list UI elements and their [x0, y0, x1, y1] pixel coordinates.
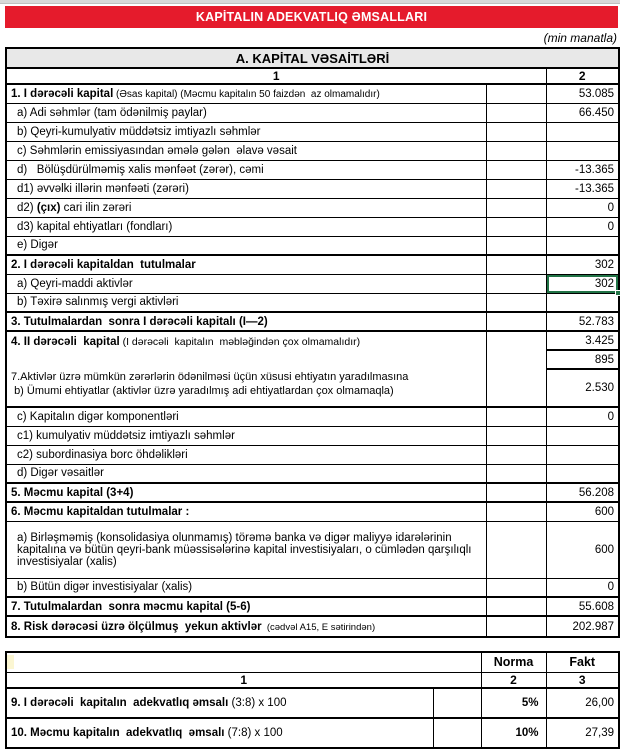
cell-label[interactable]: [6, 84, 486, 103]
selected-cell[interactable]: [546, 274, 619, 293]
row-value: 600: [594, 505, 615, 518]
cell-label[interactable]: [6, 464, 486, 483]
cell-empty[interactable]: [486, 255, 546, 274]
row-value: 55.608: [578, 600, 615, 613]
cell-label[interactable]: [6, 255, 486, 274]
cell-empty[interactable]: [433, 718, 481, 748]
table-row: [6, 652, 619, 672]
cell-value[interactable]: [546, 350, 619, 369]
cell-label[interactable]: [6, 217, 486, 236]
cell-empty[interactable]: [486, 103, 546, 122]
section-header[interactable]: [6, 48, 619, 68]
cell-empty[interactable]: [486, 502, 546, 521]
group-line-1: [11, 333, 483, 351]
cell-value[interactable]: [546, 426, 619, 445]
unit-note: (min manatla): [543, 31, 617, 45]
table-row: [6, 293, 619, 312]
table-row: [6, 718, 619, 748]
cell-value[interactable]: [546, 597, 619, 616]
cell-empty[interactable]: [486, 312, 546, 331]
cell-empty[interactable]: [486, 407, 546, 426]
report-page: [0, 4, 620, 749]
cell-empty[interactable]: [486, 293, 546, 312]
cell-label[interactable]: [6, 578, 486, 597]
cell-empty[interactable]: [486, 217, 546, 236]
cell-norma[interactable]: [481, 718, 546, 748]
row-value: -13.365: [575, 182, 615, 195]
row-value: 66.450: [578, 106, 615, 119]
cell-value[interactable]: [546, 236, 619, 255]
row-value: 56.208: [578, 486, 615, 499]
cell-label-group[interactable]: [6, 331, 486, 407]
section-header-label: A. KAPİTAL VƏSAİTLƏRİ: [235, 50, 390, 66]
cell-value[interactable]: [546, 445, 619, 464]
table-row: [6, 521, 619, 578]
table-row: [6, 122, 619, 141]
cell-value[interactable]: [546, 312, 619, 331]
row-value: 0: [607, 201, 615, 214]
norma-value: 5%: [521, 697, 539, 709]
cell-empty[interactable]: [486, 179, 546, 198]
table-row: [6, 688, 619, 718]
row-value: 0: [607, 410, 615, 423]
row-value: 895: [594, 353, 615, 366]
row-value: 202.987: [572, 620, 615, 633]
row-note: (7:8) x 100: [224, 727, 283, 739]
group-line-2: 7.Aktivlər üzrə mümkün zərərlərin ödənilməsi üçün xüsusi ehtiyatın yaradılmasına: [11, 371, 409, 383]
table-row: [6, 141, 619, 160]
cell-value[interactable]: [546, 502, 619, 521]
row-label: d3) kapital ehtiyatları (fondları): [17, 220, 173, 233]
cell-value[interactable]: [546, 293, 619, 312]
table-row: [6, 483, 619, 502]
row-value: 53.085: [578, 87, 615, 100]
row-note: (Əsas kapital) (Məcmu kapitalın 50 faizdən az olmamalıdır): [113, 88, 380, 100]
cell-value[interactable]: [546, 369, 619, 407]
cell-value[interactable]: [546, 331, 619, 350]
capital-table: [5, 47, 620, 638]
row-label: b) Təxirə salınmış vergi aktivləri: [17, 296, 179, 309]
row-label: 1. I dərəcəli kapital: [11, 87, 114, 100]
cell-label[interactable]: [6, 616, 486, 637]
row-value: 0: [607, 581, 615, 594]
table-row: [6, 672, 619, 688]
cell-value[interactable]: [546, 521, 619, 578]
row-label-bold: (çıx): [36, 201, 61, 214]
cell-value[interactable]: [546, 407, 619, 426]
table-row: [6, 464, 619, 483]
cell-value[interactable]: [546, 198, 619, 217]
group-gap: [11, 351, 483, 370]
fakt-value: 27,39: [585, 727, 614, 739]
table-row: [6, 160, 619, 179]
cell-label[interactable]: [6, 483, 486, 502]
row-note: (3:8) x 100: [228, 697, 287, 709]
row-value: 2.530: [585, 382, 615, 394]
cell-label[interactable]: [6, 445, 486, 464]
column-header-2[interactable]: 2: [481, 672, 546, 688]
row-label: d) Digər vəsaitlər: [17, 467, 104, 480]
row-label: d) Bölüşdürülməmiş xalis mənfəət (zərər), cəmi: [17, 163, 264, 176]
row-note: (cədvəl A15, E sətirindən): [261, 621, 376, 633]
cell-empty[interactable]: [433, 688, 481, 718]
cell-label[interactable]: [6, 160, 486, 179]
group-line-3: b) Ümumi ehtiyatlar (aktivlər üzrə yaradılmış adi ehtiyatlardan çox olmamaqla): [11, 385, 394, 397]
cell-empty[interactable]: [486, 464, 546, 483]
row-label: 9. I dərəcəli kapitalın adekvatlıq əmsalı: [11, 697, 229, 709]
cell-norma[interactable]: [481, 688, 546, 718]
row-label: 10. Məcmu kapitalın adekvatlıq əmsalı: [11, 727, 225, 739]
cell-label[interactable]: [6, 597, 486, 616]
cell-empty[interactable]: [486, 160, 546, 179]
table-row: [6, 312, 619, 331]
cell-value[interactable]: [546, 103, 619, 122]
table-row: [6, 426, 619, 445]
cell-value[interactable]: [546, 464, 619, 483]
row-value: 302: [594, 277, 615, 290]
cell-label[interactable]: [6, 103, 486, 122]
row-label: 5. Məcmu kapital (3+4): [11, 486, 134, 499]
report-title-banner: [5, 6, 618, 28]
table-row: [6, 198, 619, 217]
cell-fakt[interactable]: [546, 688, 619, 718]
cell-empty[interactable]: [486, 445, 546, 464]
row-label: 3. Tutulmalardan sonra I dərəcəli kapitalı (I—2): [11, 315, 268, 328]
cell-value[interactable]: [546, 578, 619, 597]
cell-value[interactable]: [546, 217, 619, 236]
column-header-2[interactable]: 2: [546, 68, 619, 84]
cell-label[interactable]: [6, 122, 486, 141]
table-row: [6, 48, 619, 68]
row-value: 600: [594, 543, 615, 556]
row-note: (I dərəcəli kapitalın məbləğindən çox olmamalıdır): [119, 336, 361, 348]
table-row: [6, 217, 619, 236]
row-label: 6. Məcmu kapitaldan tutulmalar :: [11, 505, 190, 518]
row-label: a) Adi səhmlər (tam ödənilmiş paylar): [17, 106, 207, 119]
row-value: 0: [607, 220, 615, 233]
row-label: b) Qeyri-kumulyativ müddətsiz imtiyazlı səhmlər: [17, 125, 261, 138]
cell-label[interactable]: [6, 502, 486, 521]
row-label: 8. Risk dərəcəsi üzrə ölçülmuş yekun aktivlər: [11, 620, 262, 633]
cell-label[interactable]: [6, 688, 433, 718]
norma-column-header[interactable]: Norma: [481, 652, 546, 672]
row-label: c1) kumulyativ müddətsiz imtiyazlı səhmlər: [17, 429, 235, 442]
cell-empty[interactable]: [486, 198, 546, 217]
table-row: [6, 103, 619, 122]
row-label: 4. II dərəcəli kapital: [11, 336, 120, 348]
table-row: [6, 331, 619, 350]
cell-label[interactable]: [6, 198, 486, 217]
fakt-column-header[interactable]: Fakt: [546, 652, 619, 672]
cell-label[interactable]: [6, 274, 486, 293]
row-label: a) Qeyri-maddi aktivlər: [17, 277, 133, 290]
cell-empty[interactable]: [486, 426, 546, 445]
selection-fill-handle[interactable]: [615, 290, 620, 296]
row-label: 7. Tutulmalardan sonra məcmu kapital (5-6): [11, 600, 251, 613]
cell-label[interactable]: [6, 426, 486, 445]
cell-label[interactable]: [6, 312, 486, 331]
cell-fakt[interactable]: [546, 718, 619, 748]
cell-value[interactable]: [546, 160, 619, 179]
cell-label[interactable]: [6, 293, 486, 312]
cell-empty[interactable]: [486, 84, 546, 103]
cell-label[interactable]: [6, 407, 486, 426]
row-label: 2. I dərəcəli kapitaldan tutulmalar: [11, 258, 196, 271]
cell-empty[interactable]: [486, 483, 546, 502]
table-row: [6, 274, 619, 293]
table-row: [6, 616, 619, 637]
row-label: c) Kapitalın digər komponentləri: [17, 410, 179, 423]
cell-label[interactable]: [6, 236, 486, 255]
cell-empty[interactable]: [486, 274, 546, 293]
cell-value[interactable]: [546, 84, 619, 103]
cell-empty[interactable]: [486, 122, 546, 141]
row-value: 52.783: [578, 315, 615, 328]
row-value: 302: [594, 258, 615, 271]
adequacy-ratio-table: [5, 651, 620, 749]
row-value: -13.365: [575, 163, 615, 176]
column-header-3[interactable]: 3: [546, 672, 619, 688]
cell-empty[interactable]: [486, 578, 546, 597]
cell-empty[interactable]: [486, 521, 546, 578]
cell-value[interactable]: [546, 255, 619, 274]
row-label: a) Birləşməmiş (konsolidasiya olunmamış) törəmə banka və digər maliyyə idarələrinin kapitalına və bütün qeyri-bank müəssisələrinə kapital investisiyaları, o cümlədən qarşılıqlı investisiyalar (xalis): [17, 531, 475, 568]
table-row: [6, 445, 619, 464]
report-title: KAPİTALIN ADEKVATLIQ ƏMSALLARI: [195, 10, 428, 24]
cell-value[interactable]: [546, 122, 619, 141]
cell-value[interactable]: [546, 141, 619, 160]
cell-label[interactable]: [6, 718, 433, 748]
row-value: 3.425: [585, 334, 615, 347]
corner-tint: [7, 655, 14, 669]
cell-value[interactable]: [546, 483, 619, 502]
table-row: [6, 597, 619, 616]
cell-label[interactable]: [6, 179, 486, 198]
cell-value[interactable]: [546, 616, 619, 637]
table-row: [6, 236, 619, 255]
fakt-value: 26,00: [585, 697, 614, 709]
cell-empty[interactable]: [486, 141, 546, 160]
column-header-1[interactable]: 1: [6, 68, 546, 84]
table-row: [6, 407, 619, 426]
table-row: [6, 84, 619, 103]
table-row: [6, 578, 619, 597]
table-row: [6, 255, 619, 274]
cell-label[interactable]: [6, 141, 486, 160]
table-row: [6, 68, 619, 84]
table-row: [6, 179, 619, 198]
cell-empty[interactable]: [486, 331, 546, 407]
cell-empty[interactable]: [486, 616, 546, 637]
row-label: b) Bütün digər investisiyalar (xalis): [17, 581, 193, 594]
row-label: c) Səhmlərin emissiyasından əmələ gələn əlavə vəsait: [17, 144, 297, 157]
row-label: e) Digər: [17, 239, 58, 252]
cell-label[interactable]: [6, 521, 486, 578]
row-label-post: cari ilin zərəri: [60, 201, 132, 214]
row-label: d1) əvvəlki illərin mənfəəti (zərəri): [17, 182, 189, 195]
table-row: [6, 502, 619, 521]
column-header-1[interactable]: 1: [6, 672, 481, 688]
row-label: c2) subordinasiya borc öhdəlikləri: [17, 448, 188, 461]
cell-value[interactable]: [546, 179, 619, 198]
row-label-pre: d2): [17, 201, 37, 214]
norma-value: 10%: [515, 727, 539, 739]
cell-empty[interactable]: [486, 236, 546, 255]
cell-empty[interactable]: [486, 597, 546, 616]
corner-cell[interactable]: [6, 652, 481, 672]
